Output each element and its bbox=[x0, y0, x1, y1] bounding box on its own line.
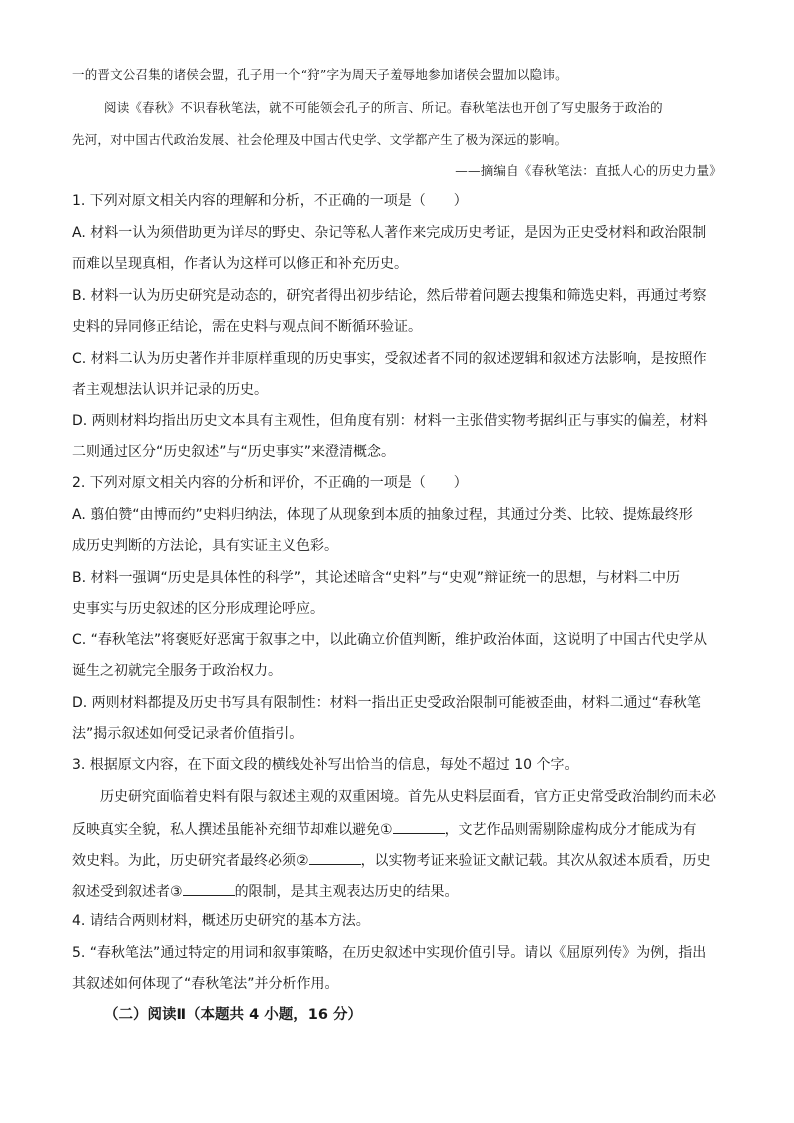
q1-option-a-line-1: A. 材料一认为须借助更为详尽的野史、杂记等私人著作来完成历史考证，是因为正史受材料和政治限制 bbox=[72, 225, 707, 241]
q3-text-after-blank-1: ，文艺作品则需剔除虚构成分才能成为有 bbox=[444, 822, 697, 838]
q2-option-b-line-2: 史事实与历史叙述的区分形成理论呼应。 bbox=[72, 601, 324, 617]
answer-blank-1[interactable] bbox=[393, 819, 445, 834]
q2-option-c-line-2: 诞生之初就完全服务于政治权力。 bbox=[72, 663, 282, 679]
q1-option-a-line-2: 而难以呈现真相，作者认为这样可以修正和补充历史。 bbox=[72, 256, 408, 272]
q1-option-c-line-2: 者主观想法认识并记录的历史。 bbox=[72, 382, 268, 398]
q3-text-before-blank-2: 效史料。为此，历史研究者最终必须② bbox=[72, 853, 309, 869]
q3-paragraph-line-3 bbox=[72, 850, 711, 870]
q3-paragraph-line-2 bbox=[72, 819, 697, 839]
q1-stem: 1. 下列对原文相关内容的理解和分析，不正确的一项是（ ） bbox=[72, 193, 468, 209]
q1-option-d-line-2: 二则通过区分“历史叙述”与“历史事实”来澄清概念。 bbox=[72, 444, 396, 460]
q1-option-c-line-1: C. 材料二认为历史著作并非原样重现的历史事实，受叙述者不同的叙述逻辑和叙述方法影响，是按照作 bbox=[72, 351, 707, 367]
q1-option-b-line-2: 史料的异同修正结论，需在史料与观点间不断循环验证。 bbox=[72, 319, 422, 335]
section-heading: （二）阅读Ⅱ（本题共 4 小题，16 分） bbox=[104, 1007, 362, 1023]
q1-option-d-line-1: D. 两则材料均指出历史文本具有主观性，但角度有别：材料一主张借实物考据纠正与事实的偏差，材料 bbox=[72, 413, 708, 429]
q4-stem: 4. 请结合两则材料，概述历史研究的基本方法。 bbox=[72, 913, 370, 929]
q2-option-a-line-2: 成历史判断的方法论，具有实证主义色彩。 bbox=[72, 538, 338, 554]
q5-stem-line-1: 5. “春秋笔法”通过特定的用词和叙事策略，在历史叙述中实现价值引导。请以《屈原列传》为例，指出 bbox=[72, 945, 707, 961]
q3-paragraph-line-1: 历史研究面临着史料有限与叙述主观的双重困境。首先从史料层面看，官方正史常受政治制约而未必 bbox=[100, 789, 716, 805]
q2-option-d-line-1: D. 两则材料都提及历史书写具有限制性：材料一指出正史受政治限制可能被歪曲，材料二通过“春秋笔 bbox=[72, 695, 701, 711]
q2-option-d-line-2: 法”揭示叙述如何受记录者价值指引。 bbox=[72, 726, 304, 742]
q2-option-b-line-1: B. 材料一强调“历史是具体性的科学”，其论述暗含“史料”与“史观”辩证统一的思想，与材料二中历 bbox=[72, 570, 681, 586]
answer-blank-3[interactable] bbox=[183, 881, 235, 896]
material-source: ——摘编自《春秋笔法：直抵人心的历史力量》 bbox=[455, 163, 722, 178]
q3-text-after-blank-2: ，以实物考证来验证文献记载。其次从叙述本质看，历史 bbox=[360, 853, 711, 869]
q2-option-c-line-1: C. “春秋笔法”将褒贬好恶寓于叙事之中，以此确立价值判断，维护政治体面，这说明了中国古代史学从 bbox=[72, 632, 708, 648]
q3-text-before-blank-3: 叙述受到叙述者③ bbox=[72, 884, 183, 900]
material-line-3: 先河，对中国古代政治发展、社会伦理及中国古代史学、文学都产生了极为深远的影响。 bbox=[72, 132, 568, 147]
q2-stem: 2. 下列对原文相关内容的分析和评价，不正确的一项是（ ） bbox=[72, 475, 468, 491]
q3-stem: 3. 根据原文内容，在下面文段的横线处补写出恰当的信息，每处不超过 10 个字。 bbox=[72, 757, 579, 773]
q3-paragraph-line-4 bbox=[72, 881, 459, 901]
material-line-1: 一的晋文公召集的诸侯会盟，孔子用一个“狩”字为周天子羞辱地参加诸侯会盟加以隐讳。 bbox=[72, 67, 568, 82]
q3-text-before-blank-1: 反映真实全貌，私人撰述虽能补充细节却难以避免① bbox=[72, 822, 393, 838]
q3-text-after-blank-3: 的限制，是其主观表达历史的结果。 bbox=[234, 884, 459, 900]
answer-blank-2[interactable] bbox=[309, 850, 361, 865]
q1-option-b-line-1: B. 材料一认为历史研究是动态的，研究者得出初步结论，然后带着问题去搜集和筛选史料，再通过考察 bbox=[72, 288, 707, 304]
q5-stem-line-2: 其叙述如何体现了“春秋笔法”并分析作用。 bbox=[72, 976, 339, 992]
q2-option-a-line-1: A. 翦伯赞“由博而约”史料归纳法，体现了从现象到本质的抽象过程，其通过分类、比较、提炼最终形 bbox=[72, 507, 693, 523]
material-line-2: 阅读《春秋》不识春秋笔法，就不可能领会孔子的所言、所记。春秋笔法也开创了写史服务于政治的 bbox=[104, 100, 663, 115]
